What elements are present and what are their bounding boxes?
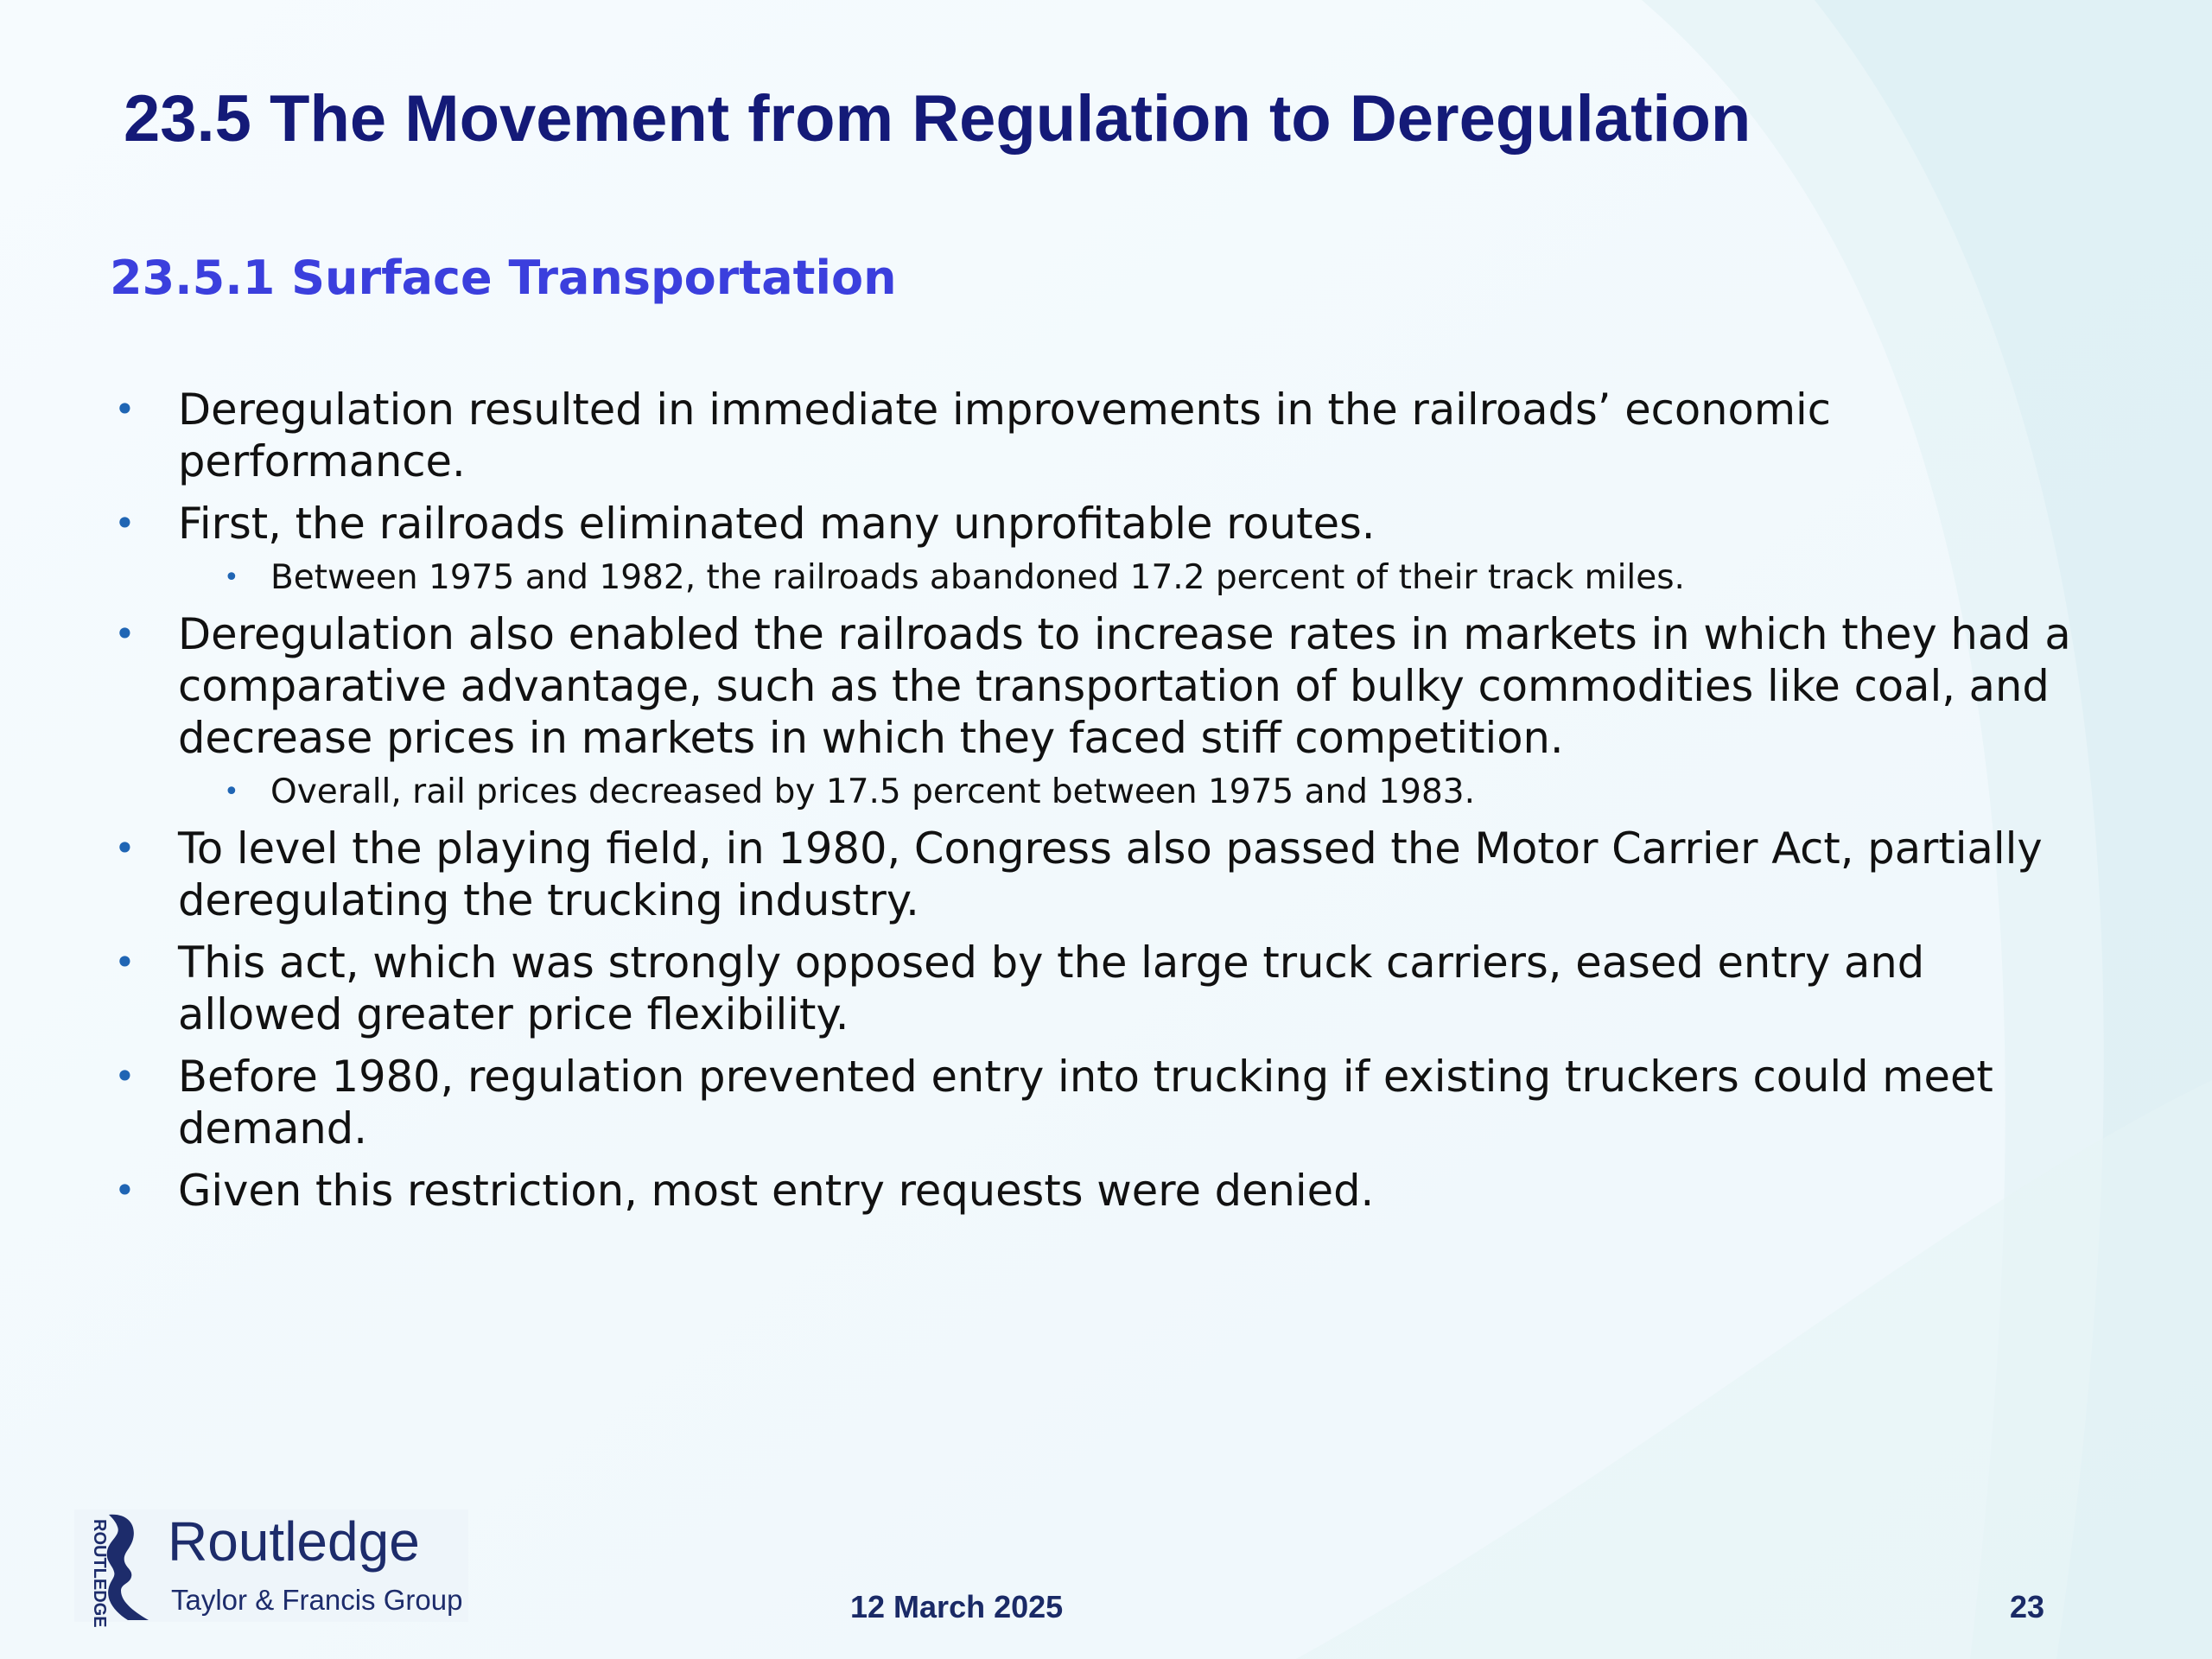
bullet-text: Deregulation resulted in immediate improvements in the railroads’ economic performance.	[178, 385, 1832, 486]
footer-date: 12 March 2025	[850, 1589, 1064, 1624]
bullet-icon: •	[114, 502, 136, 544]
logo-vertical-text: ROUTLEDGE	[90, 1519, 109, 1628]
slide-title: 23.5 The Movement from Regulation to Deregulation	[124, 82, 1751, 156]
sub-bullet-item	[110, 556, 2088, 600]
bullet-text: To level the playing field, in 1980, Congress also passed the Motor Carrier Act, partially deregulating the trucking industry.	[178, 823, 2043, 925]
bullet-icon: •	[114, 613, 136, 655]
page-number: 23	[2010, 1589, 2045, 1624]
bullet-list	[110, 384, 2088, 1227]
bullet-item	[110, 1165, 2088, 1217]
bullet-item	[110, 1051, 2088, 1154]
bullet-text: Given this restriction, most entry requests were denied.	[178, 1166, 1375, 1216]
bullet-text: Before 1980, regulation prevented entry into trucking if existing truckers could meet demand.	[178, 1052, 1993, 1154]
bullet-text: First, the railroads eliminated many unprofitable routes.	[178, 499, 1376, 549]
routledge-logo	[74, 1510, 468, 1628]
routledge-head-icon	[99, 1513, 150, 1622]
bullet-text: Deregulation also enabled the railroads to increase rates in markets in which they had a comparative advantage, such as the transportation of bulky commodities like coal, and decrease prices in markets in which they faced stiff competition.	[178, 609, 2071, 763]
sub-bullet-item	[110, 771, 2088, 814]
logo-group: Taylor & Francis Group	[171, 1584, 463, 1616]
bullet-text: This act, which was strongly opposed by the large truck carriers, eased entry and allowed greater price flexibility.	[178, 938, 1925, 1039]
sub-bullet-icon: •	[224, 777, 239, 807]
bullet-item	[110, 937, 2088, 1040]
logo-name: Routledge	[168, 1510, 420, 1573]
bullet-item	[110, 498, 2088, 550]
bullet-item	[110, 823, 2088, 926]
bullet-icon: •	[114, 1169, 136, 1211]
sub-bullet-text: Overall, rail prices decreased by 17.5 percent between 1975 and 1983.	[270, 772, 1476, 811]
bullet-icon: •	[114, 827, 136, 869]
bullet-item	[110, 384, 2088, 487]
bullet-item	[110, 608, 2088, 764]
bullet-icon: •	[114, 1055, 136, 1097]
bullet-icon: •	[114, 941, 136, 983]
sub-bullet-icon: •	[224, 563, 239, 593]
section-subtitle: 23.5.1 Surface Transportation	[110, 251, 897, 305]
sub-bullet-text: Between 1975 and 1982, the railroads abandoned 17.2 percent of their track miles.	[270, 558, 1685, 597]
bullet-icon: •	[114, 388, 136, 430]
